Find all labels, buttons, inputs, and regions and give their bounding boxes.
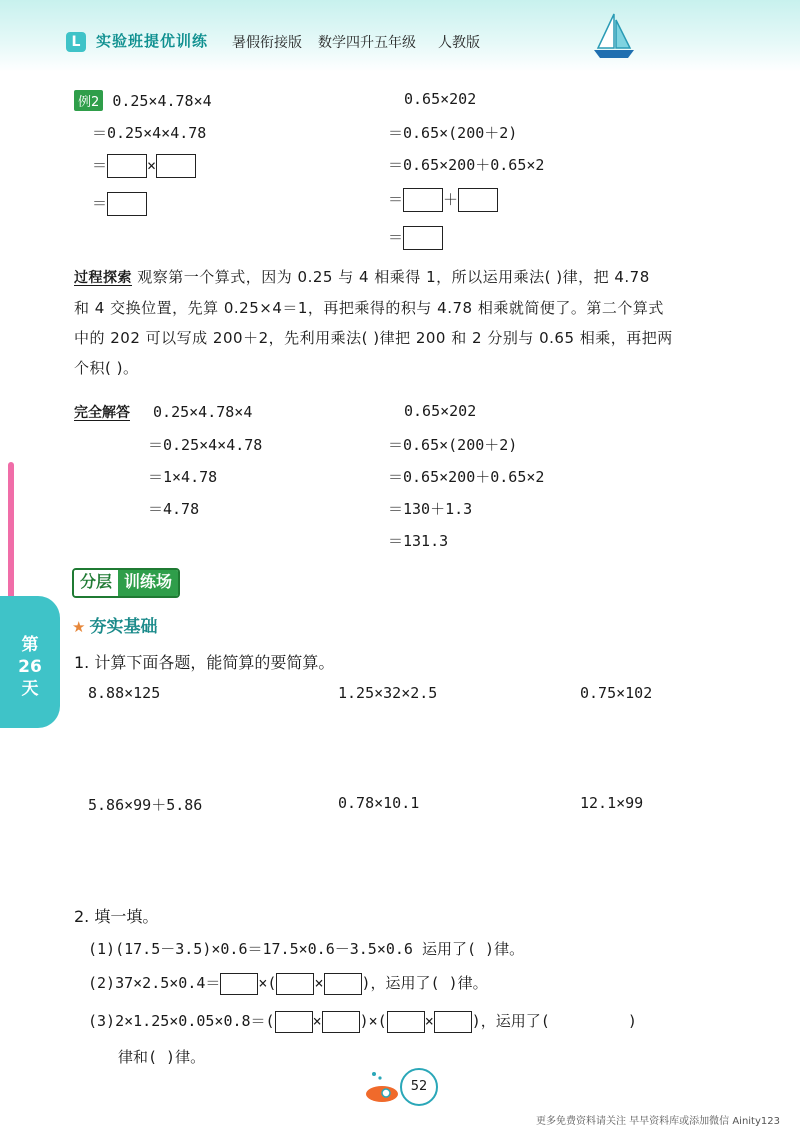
- answer-box[interactable]: [387, 1011, 425, 1033]
- example-line-4: ＝: [92, 192, 147, 216]
- brand-title: 实验班提优训练: [96, 32, 209, 50]
- q1-problem: 8.88×125: [88, 684, 161, 702]
- solution-right-5: ＝131.3: [388, 532, 449, 550]
- solution-right-2: ＝0.65×(200＋2): [388, 436, 518, 454]
- submarine-icon: [360, 1070, 400, 1106]
- answer-box[interactable]: [276, 973, 314, 995]
- star-icon: ★: [72, 618, 86, 636]
- day-label: 第26天: [18, 635, 42, 699]
- example-line-3: ＝ ×: [92, 154, 196, 178]
- q1-problem: 0.78×10.1: [338, 794, 420, 812]
- q2-item-3-cont: 律和( )律。: [118, 1048, 206, 1066]
- q1-problem: 5.86×99＋5.86: [88, 796, 203, 814]
- q2-item-1: (1)(17.5－3.5)×0.6＝17.5×0.6－3.5×0.6 运用了( )律。: [88, 940, 525, 958]
- solution-line-4: ＝4.78: [148, 500, 200, 518]
- solution-right-1: 0.65×202: [404, 402, 477, 420]
- answer-box[interactable]: [434, 1011, 472, 1033]
- answer-box[interactable]: [322, 1011, 360, 1033]
- answer-box[interactable]: [275, 1011, 313, 1033]
- q1-problem: 0.75×102: [580, 684, 653, 702]
- answer-box[interactable]: [403, 188, 443, 212]
- answer-box[interactable]: [324, 973, 362, 995]
- answer-box[interactable]: [403, 226, 443, 250]
- example-tag: 例2: [74, 90, 103, 111]
- example-line-1: 例2 0.25×4.78×4: [74, 90, 212, 111]
- solution-right-3: ＝0.65×200＋0.65×2: [388, 468, 545, 486]
- example-line-2: ＝0.25×4×4.78: [92, 124, 207, 142]
- solution-line-1: 完全解答 0.25×4.78×4: [74, 403, 253, 421]
- subject-label: 数学四升五年级: [318, 35, 416, 51]
- q2-title: 2. 填一填。: [74, 907, 159, 926]
- page-number: 52: [400, 1068, 438, 1106]
- process-paragraph: 过程探索 观察第一个算式，因为 0.25 与 4 相乘得 1，所以运用乘法( )律，把 4.78 和 4 交换位置，先算 0.25×4＝1，再把乘得的积与 4.78 相乘就简便了。第二个算式 中的 202 可以写成 200＋2，先利用乘法( )律把 200 和 2 分别与 0.65 相乘，再把两 个积( )。: [74, 268, 673, 377]
- q1-problem: 12.1×99: [580, 794, 644, 812]
- solution-line-3: ＝1×4.78: [148, 468, 218, 486]
- section-badge-b: 训练场: [118, 570, 178, 596]
- solution-label: 完全解答: [74, 405, 130, 421]
- q2-item-2: (2)37×2.5×0.4＝ ×( × )，运用了( )律。: [88, 972, 488, 995]
- footer-note: 更多免费资料请关注 早早资料库或添加微信 Ainity123: [535, 1116, 780, 1127]
- example-right-4: ＝ ＋: [388, 188, 498, 212]
- q1-problem: 1.25×32×2.5: [338, 684, 438, 702]
- solution-right-4: ＝130＋1.3: [388, 500, 473, 518]
- answer-box[interactable]: [107, 192, 147, 216]
- answer-box[interactable]: [220, 973, 258, 995]
- example-right-5: ＝: [388, 226, 443, 250]
- example-right-2: ＝0.65×(200＋2): [388, 124, 518, 142]
- brand-logo-icon: L: [66, 32, 86, 52]
- publisher-label: 人教版: [438, 35, 480, 51]
- edition-label: 暑假衔接版: [232, 35, 302, 51]
- sub-heading: ★ 夯实基础: [72, 617, 158, 637]
- example-right-3: ＝0.65×200＋0.65×2: [388, 156, 545, 174]
- solution-line-2: ＝0.25×4×4.78: [148, 436, 263, 454]
- side-accent-bar: [8, 462, 14, 602]
- example-right-1: 0.65×202: [404, 90, 477, 108]
- q2-item-3: (3)2×1.25×0.05×0.8＝( × )×( × )，运用了( ): [88, 1010, 637, 1033]
- answer-box[interactable]: [458, 188, 498, 212]
- section-badge-a: 分层: [74, 570, 118, 596]
- section-badge: [72, 568, 180, 598]
- answer-box[interactable]: [156, 154, 196, 178]
- q1-title: 1. 计算下面各题，能简算的要简算。: [74, 653, 335, 672]
- process-label: 过程探索: [74, 270, 132, 286]
- answer-box[interactable]: [107, 154, 147, 178]
- sailboat-icon: [592, 12, 636, 62]
